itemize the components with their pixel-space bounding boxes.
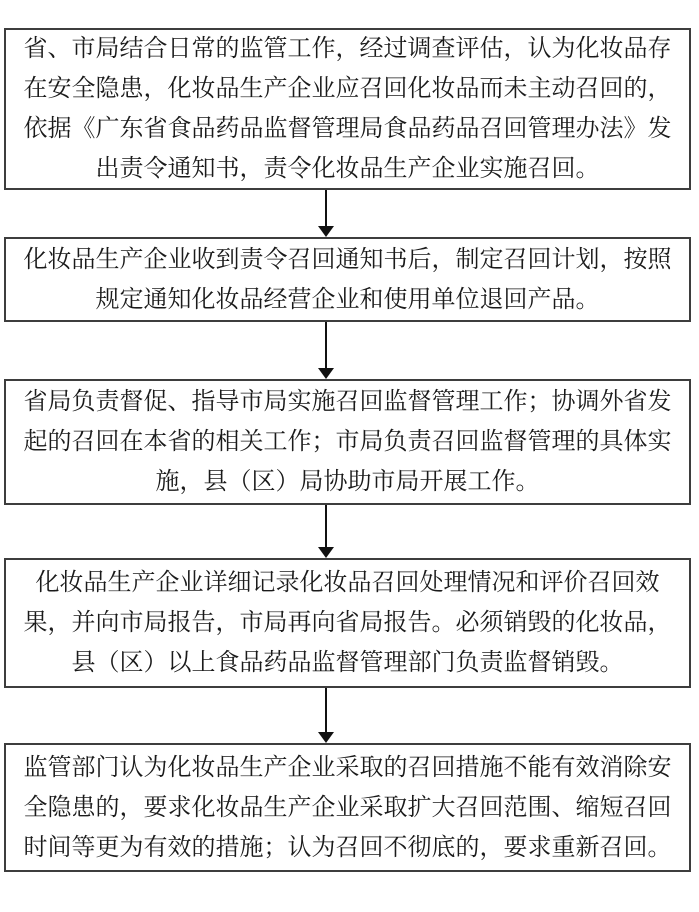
arrow-head-icon — [318, 732, 334, 743]
arrow-line — [325, 688, 327, 735]
arrow-line — [325, 322, 327, 371]
arrow-head-icon — [318, 226, 334, 237]
arrow-head-icon — [318, 547, 334, 558]
flow-step-5-text: 监管部门认为化妆品生产企业采取的召回措施不能有效消除安全隐患的，要求化妆品生产企业采取扩大召回范围、缩短召回时间等更为有效的措施；认为召回不彻底的，要求重新召回。 — [23, 754, 672, 861]
flow-step-4-text: 化妆品生产企业详细记录化妆品召回处理情况和评价召回效果，并向市局报告，市局再向省局报告。必须销毁的化妆品，县（区）以上食品药品监督管理部门负责监督销毁。 — [23, 570, 672, 676]
flow-step-3 — [4, 379, 691, 505]
flow-step-1 — [4, 28, 691, 190]
flow-step-3-text: 省局负责督促、指导市局实施召回监督管理工作；协调外省发起的召回在本省的相关工作；市局负责召回监督管理的具体实施，县（区）局协助市局开展工作。 — [23, 389, 672, 495]
arrow-line — [325, 505, 327, 550]
flow-step-5 — [4, 743, 691, 872]
flow-step-1-text: 省、市局结合日常的监管工作，经过调查评估，认为化妆品存在安全隐患，化妆品生产企业应召回化妆品而未主动召回的，依据《广东省食品药品监督管理局食品药品召回管理办法》发出责令通知书，责令化妆品生产企业实施召回。 — [23, 36, 672, 182]
flow-step-2-text: 化妆品生产企业收到责令召回通知书后，制定召回计划，按照规定通知化妆品经营企业和使用单位退回产品。 — [23, 246, 672, 313]
down-arrow-1 — [0, 190, 699, 237]
flow-step-2 — [4, 237, 691, 322]
flow-step-4 — [4, 558, 691, 688]
arrow-line — [325, 190, 327, 229]
down-arrow-2 — [0, 322, 699, 379]
arrow-head-icon — [318, 368, 334, 379]
down-arrow-3 — [0, 505, 699, 558]
down-arrow-4 — [0, 688, 699, 743]
